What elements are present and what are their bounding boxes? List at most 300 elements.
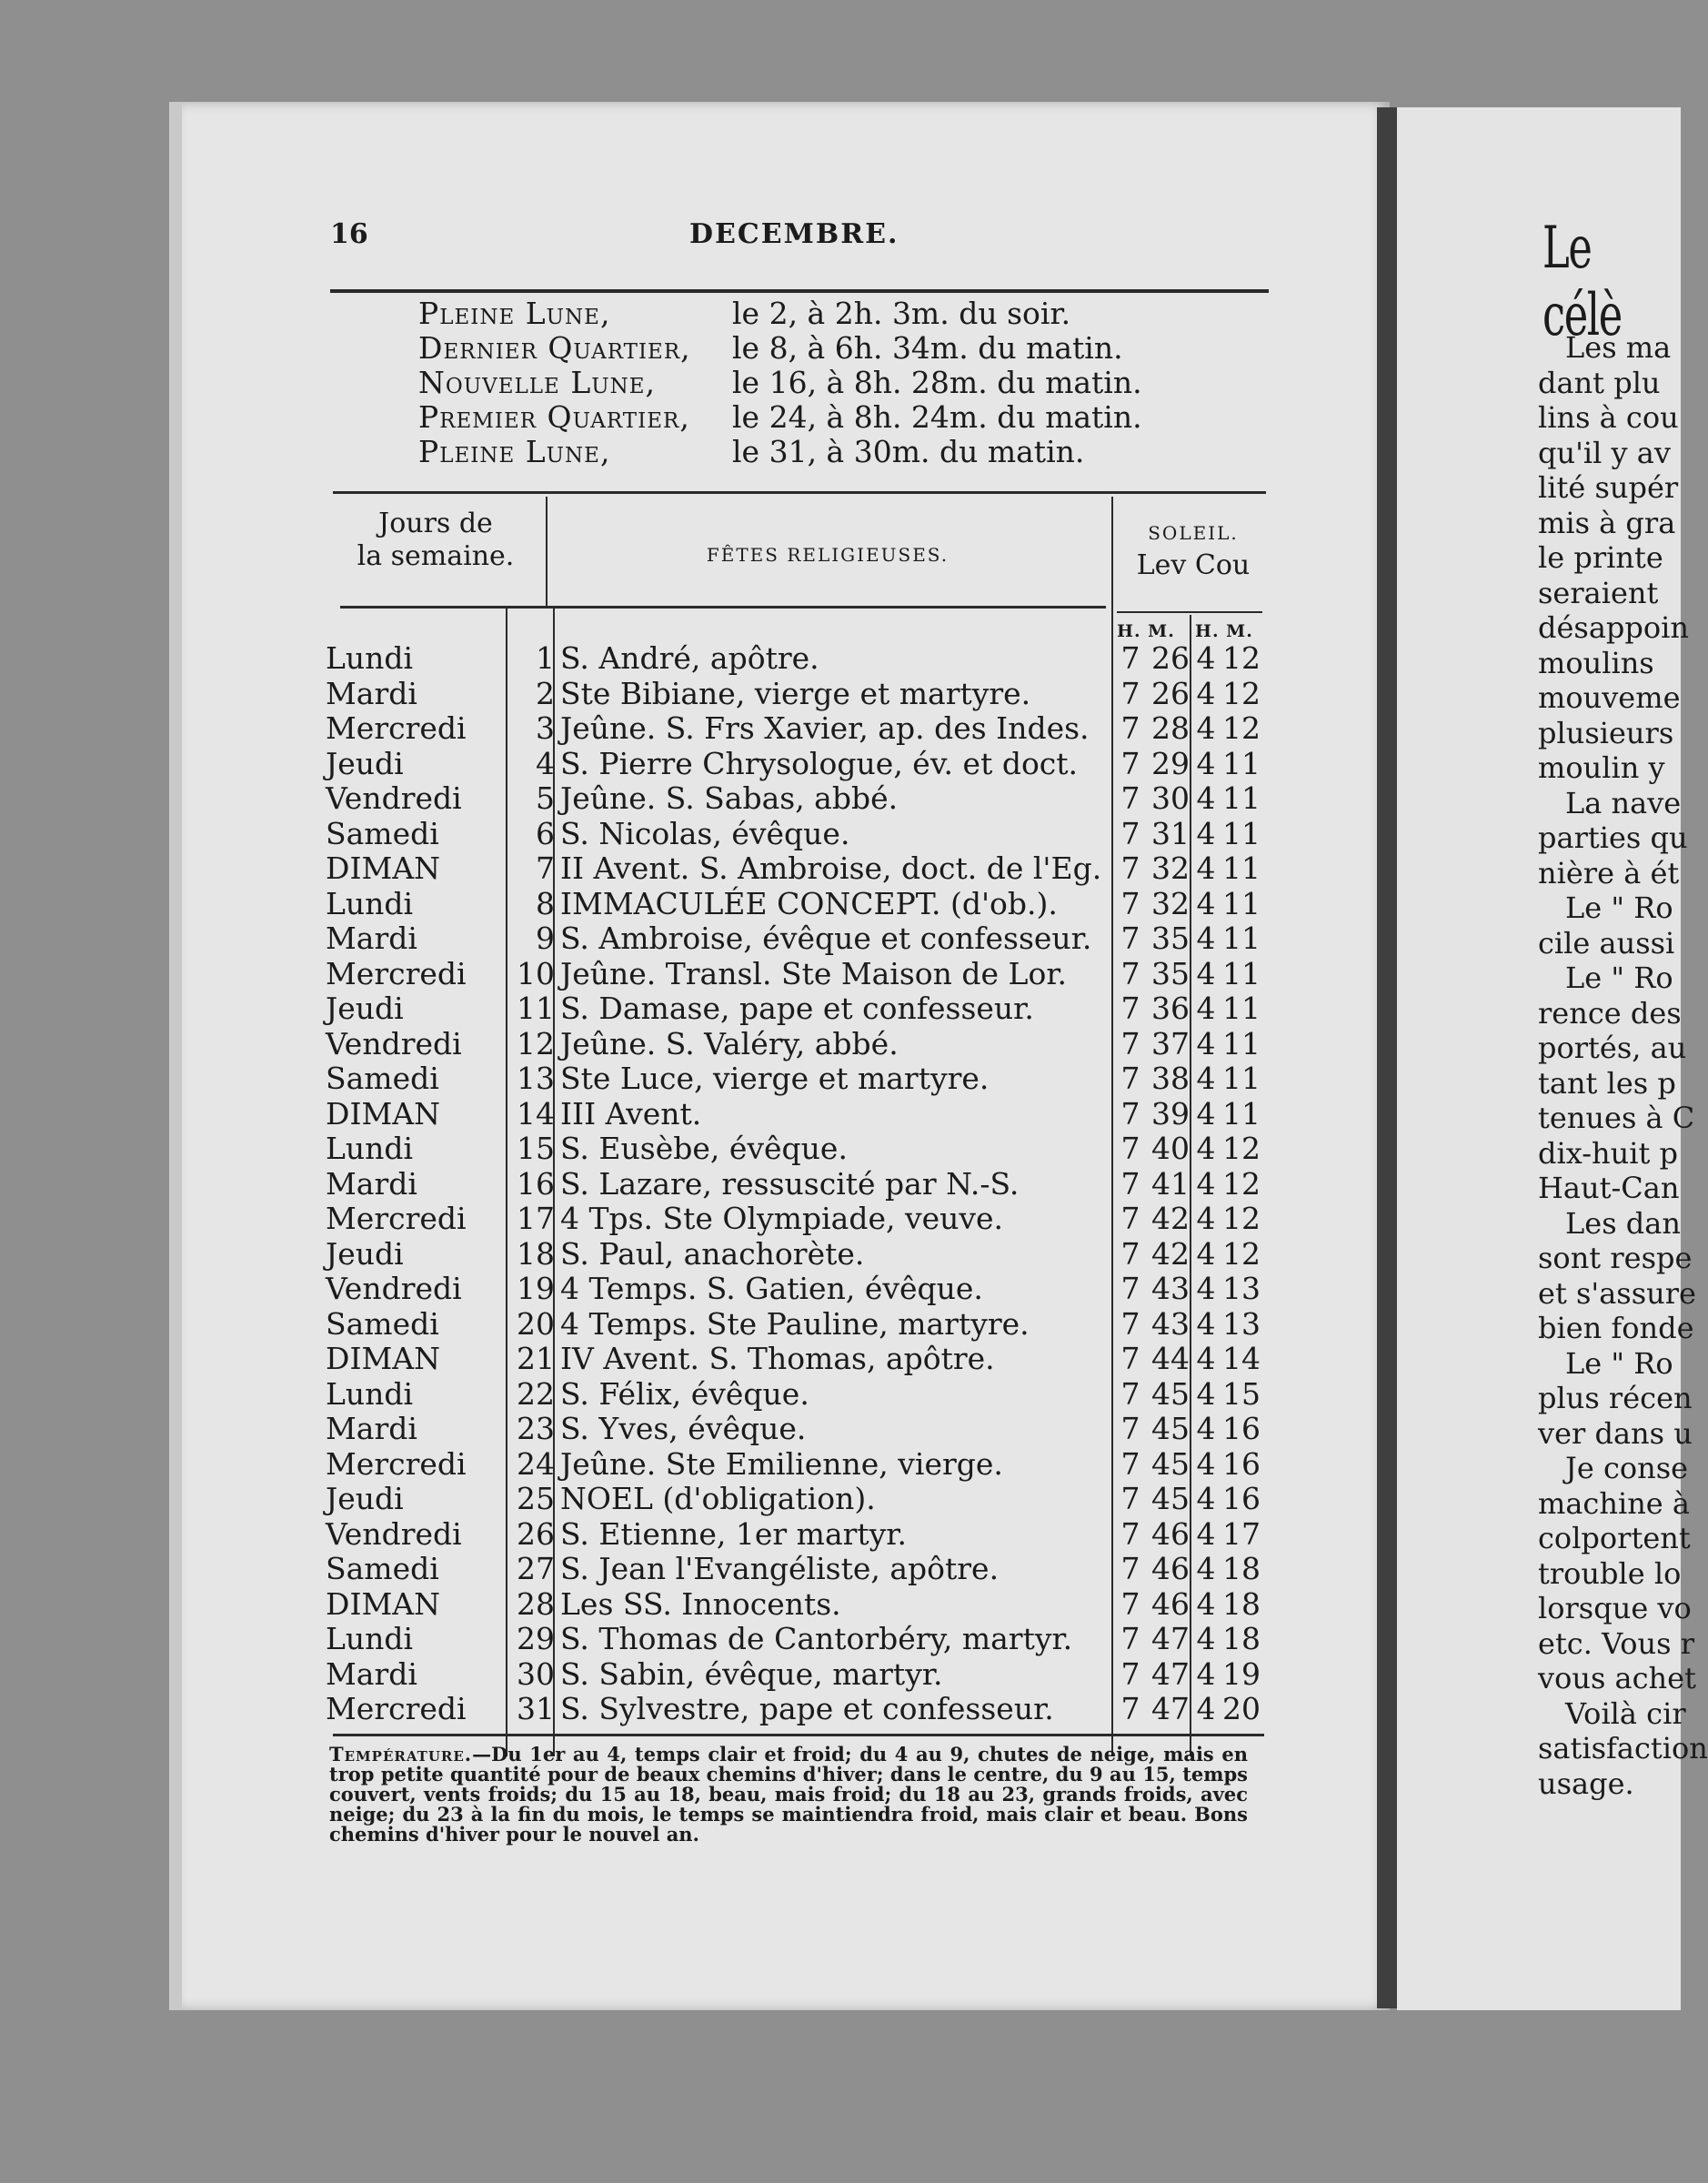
table-row [326, 781, 1262, 816]
facing-page-line: bien fonde [1538, 1311, 1694, 1345]
date-cell: 21 [517, 1341, 555, 1376]
page-number: 16 [330, 218, 368, 250]
date-cell: 28 [517, 1585, 555, 1622]
facing-page-line: Le " Ro [1565, 890, 1673, 925]
date-cell: 3 [536, 710, 555, 746]
fetes-column-header: FÊTES RELIGIEUSES. [706, 544, 949, 566]
sunrise-hour: 7 [1120, 1585, 1140, 1622]
weekday-cell: Mardi [326, 1411, 417, 1446]
facing-page-line: le printe [1538, 540, 1663, 575]
weekday-cell: Jeudi [326, 1481, 404, 1516]
table-row [326, 1377, 1262, 1412]
facing-page-line: plusieurs [1538, 715, 1674, 750]
table-row [326, 921, 1262, 956]
date-cell: 23 [517, 1411, 555, 1446]
table-row [326, 1447, 1262, 1482]
fete-cell: S. Jean l'Evangéliste, apôtre. [560, 1551, 1000, 1586]
table-row [326, 1097, 1262, 1132]
facing-page-line: tenues à C [1538, 1101, 1695, 1135]
weekday-cell: Lundi [326, 1131, 414, 1166]
date-cell: 31 [517, 1691, 555, 1726]
table-row [326, 1657, 1262, 1692]
date-cell: 16 [517, 1165, 555, 1202]
sunrise-hour: 7 [1120, 850, 1140, 886]
table-row [326, 641, 1262, 676]
sunset-minute: 16 [1222, 1481, 1261, 1516]
table-top-rule [333, 491, 1266, 494]
sunrise-hour: 7 [1120, 1131, 1140, 1166]
sunrise-hour: 7 [1120, 991, 1140, 1026]
sunrise-minute: 41 [1151, 1165, 1190, 1202]
sunset-minute: 11 [1222, 920, 1261, 956]
date-cell: 5 [536, 780, 555, 816]
table-row [326, 1692, 1262, 1726]
fete-cell: 4 Temps. S. Gatien, évêque. [560, 1271, 983, 1306]
sunrise-hour: 7 [1120, 1341, 1140, 1376]
weekday-cell: Mardi [326, 1655, 417, 1692]
table-row [326, 851, 1262, 886]
fete-cell: S. Paul, anachorète. [560, 1235, 865, 1272]
fete-cell: Ste Bibiane, vierge et martyre. [560, 675, 1031, 711]
sunset-hour: 4 [1196, 920, 1216, 956]
table-row [326, 1167, 1262, 1202]
sunrise-minute: 40 [1151, 1131, 1190, 1166]
sunset-minute: 14 [1222, 1341, 1261, 1376]
table-row [326, 711, 1262, 746]
facing-page-line: plus récen [1538, 1381, 1693, 1415]
weekday-cell: Mercredi [326, 955, 467, 991]
date-cell: 14 [517, 1095, 555, 1132]
table-row [326, 1587, 1262, 1622]
date-cell: 6 [536, 815, 555, 851]
table-row [326, 1132, 1262, 1166]
sunset-hour: 4 [1196, 1235, 1216, 1272]
date-cell: 13 [517, 1061, 555, 1096]
hm-header-coucher: H. M. [1195, 621, 1253, 641]
fete-cell: S. Ambroise, évêque et confesseur. [560, 920, 1092, 956]
sunset-minute: 12 [1222, 640, 1261, 676]
facing-page-line: Les ma [1565, 330, 1672, 365]
table-row [326, 887, 1262, 921]
table-row [326, 991, 1262, 1026]
sunrise-minute: 45 [1151, 1481, 1190, 1516]
sunrise-hour: 7 [1120, 815, 1140, 851]
sunrise-minute: 35 [1151, 955, 1190, 991]
sunrise-hour: 7 [1120, 1235, 1140, 1272]
facing-page-line: Voilà cir [1565, 1695, 1686, 1731]
fete-cell: S. Damase, pape et confesseur. [560, 991, 1034, 1026]
sunset-hour: 4 [1196, 640, 1216, 676]
sunrise-hour: 7 [1120, 675, 1140, 711]
moon-phase-line [418, 434, 1084, 469]
sunset-hour: 4 [1196, 1621, 1216, 1656]
facing-page-line: Haut-Can [1538, 1171, 1680, 1205]
date-cell: 8 [536, 885, 555, 921]
weekday-cell: Jeudi [326, 1235, 404, 1272]
weekday-cell: Vendredi [326, 1515, 462, 1552]
fete-cell: IMMACULÉE CONCEPT. (d'ob.). [560, 885, 1058, 921]
weekday-cell: Samedi [326, 1305, 439, 1342]
moon-phase-time: le 31, à 30m. du matin. [732, 434, 1085, 469]
facing-page-line: rence des [1538, 995, 1682, 1031]
sunrise-hour: 7 [1120, 1515, 1140, 1552]
weekday-cell: Jeudi [326, 991, 404, 1026]
sunset-hour: 4 [1196, 1025, 1216, 1061]
footnote-label: Température. [329, 1743, 473, 1766]
sunrise-minute: 31 [1151, 815, 1190, 851]
sunrise-minute: 47 [1151, 1655, 1190, 1692]
sunrise-minute: 26 [1151, 675, 1190, 711]
weekday-cell: Vendredi [326, 1271, 462, 1306]
sunset-hour: 4 [1196, 885, 1216, 921]
table-row [326, 1027, 1262, 1061]
fete-cell: III Avent. [560, 1095, 702, 1132]
facing-page-line: tant les p [1538, 1065, 1676, 1101]
date-cell: 26 [517, 1515, 555, 1552]
sunset-hour: 4 [1196, 780, 1216, 816]
sunset-minute: 11 [1222, 1095, 1261, 1132]
facing-page-line: dix-huit p [1538, 1135, 1678, 1171]
date-cell: 24 [517, 1445, 555, 1482]
sunset-hour: 4 [1196, 1271, 1216, 1306]
sunset-minute: 11 [1222, 780, 1261, 816]
sunrise-hour: 7 [1120, 1481, 1140, 1516]
facing-page-line: portés, au [1538, 1031, 1687, 1065]
weekday-cell: Mardi [326, 675, 417, 711]
moon-phase-name: Dernier Quartier, [418, 330, 691, 366]
facing-page-line: ver dans u [1538, 1415, 1693, 1451]
sunrise-minute: 26 [1151, 640, 1190, 676]
facing-page-line: colportent [1538, 1521, 1691, 1555]
facing-page-line: satisfaction [1538, 1731, 1708, 1766]
sunrise-minute: 37 [1151, 1025, 1190, 1061]
weekday-cell: Mercredi [326, 1201, 467, 1236]
date-cell: 10 [517, 955, 555, 991]
sunset-minute: 18 [1222, 1585, 1261, 1622]
sunset-hour: 4 [1196, 1445, 1216, 1482]
moon-phase-name: Premier Quartier, [418, 399, 690, 435]
sunset-minute: 11 [1222, 955, 1261, 991]
sunrise-minute: 47 [1151, 1621, 1190, 1656]
date-cell: 15 [517, 1131, 555, 1166]
sunset-minute: 11 [1222, 850, 1261, 886]
sunset-minute: 19 [1222, 1655, 1261, 1692]
facing-page-line: parties qu [1538, 820, 1688, 855]
table-row [326, 1202, 1262, 1236]
sunrise-minute: 36 [1151, 991, 1190, 1026]
sunset-hour: 4 [1196, 991, 1216, 1026]
sunrise-minute: 42 [1151, 1235, 1190, 1272]
facing-page-line: lins à cou [1538, 400, 1679, 435]
weekday-cell: Lundi [326, 640, 414, 676]
sunset-hour: 4 [1196, 1411, 1216, 1446]
footnote-text: —Du 1er au 4, temps clair et froid; du 4 au 9, chutes de neige, mais en trop petite quantité pour de beaux chemins d'hiver; dans le centre, du 9 au 15, temps couvert, vents froids; du 15 au 18, beau, mais froid; du 18 au 23, grands froids, avec neige; du 23 à la fin du mois, le temps se maintiendra froid, mais clair et beau. Bons chemins d'hiver pour le nouvel an. [329, 1743, 1248, 1846]
fete-cell: IV Avent. S. Thomas, apôtre. [560, 1341, 995, 1376]
facing-page-line: vous achet [1538, 1661, 1696, 1695]
days-header-line1: Jours de [378, 508, 493, 539]
sunset-minute: 11 [1222, 1025, 1261, 1061]
sunset-hour: 4 [1196, 1305, 1216, 1342]
weekday-cell: Lundi [326, 885, 414, 921]
weekday-cell: DIMAN [326, 1585, 440, 1622]
sunset-minute: 12 [1222, 1201, 1261, 1236]
fete-cell: S. Lazare, ressuscité par N.-S. [560, 1165, 1020, 1202]
facing-page-line: Les dan [1565, 1205, 1681, 1241]
moon-phase-name: Nouvelle Lune, [418, 365, 657, 400]
fete-cell: S. André, apôtre. [560, 640, 819, 676]
sunset-minute: 11 [1222, 991, 1261, 1026]
lev-cou-label: Lev Cou [1136, 549, 1251, 581]
temperature-footnote [329, 1745, 1248, 1845]
date-cell: 18 [517, 1235, 555, 1272]
fete-cell: S. Thomas de Cantorbéry, martyr. [560, 1621, 1073, 1656]
sunrise-hour: 7 [1120, 1025, 1140, 1061]
sunrise-hour: 7 [1120, 640, 1140, 676]
sunset-hour: 4 [1196, 1655, 1216, 1692]
sunset-hour: 4 [1196, 1165, 1216, 1202]
sunrise-minute: 43 [1151, 1305, 1190, 1342]
sunrise-minute: 35 [1151, 920, 1190, 956]
days-header-line2: la semaine. [357, 540, 515, 572]
fete-cell: Jeûne. S. Valéry, abbé. [560, 1025, 899, 1061]
weekday-cell: DIMAN [326, 1095, 440, 1132]
date-cell: 20 [517, 1305, 555, 1342]
weekday-cell: Vendredi [326, 1025, 462, 1061]
date-cell: 7 [536, 850, 555, 886]
fete-cell: NOEL (d'obligation). [560, 1481, 876, 1516]
facing-page [1397, 107, 1708, 2010]
sunrise-minute: 45 [1151, 1375, 1190, 1412]
column-header-rule [340, 606, 1106, 609]
table-row [326, 1517, 1262, 1552]
sunrise-hour: 7 [1120, 1095, 1140, 1132]
sunset-hour: 4 [1196, 1551, 1216, 1586]
sunset-hour: 4 [1196, 1691, 1216, 1726]
table-row [326, 747, 1262, 781]
date-cell: 17 [517, 1201, 555, 1236]
sunset-minute: 18 [1222, 1621, 1261, 1656]
page-header [330, 218, 1267, 260]
table-row [326, 1272, 1262, 1306]
moon-phase-line [418, 399, 1142, 435]
sunset-minute: 12 [1222, 710, 1261, 746]
weekday-cell: Lundi [326, 1621, 414, 1656]
weekday-cell: Jeudi [326, 745, 404, 781]
facing-page-line: mouveme [1538, 680, 1681, 715]
facing-page-line: et s'assure [1538, 1275, 1696, 1311]
moon-phase-time: le 2, à 2h. 3m. du soir. [732, 296, 1071, 331]
facing-page-line: etc. Vous r [1538, 1625, 1694, 1661]
sunset-hour: 4 [1196, 815, 1216, 851]
sunset-hour: 4 [1196, 1341, 1216, 1376]
facing-page-line: trouble lo [1538, 1555, 1682, 1591]
sunset-hour: 4 [1196, 850, 1216, 886]
date-cell: 1 [536, 640, 555, 676]
sunset-minute: 13 [1222, 1271, 1261, 1306]
weekday-cell: Samedi [326, 815, 439, 851]
weekday-cell: Samedi [326, 1551, 439, 1586]
moon-phase-time: le 16, à 8h. 28m. du matin. [732, 365, 1142, 400]
sunrise-minute: 43 [1151, 1271, 1190, 1306]
weekday-cell: Mercredi [326, 1691, 467, 1726]
facing-page-line: Le " Ro [1565, 1345, 1673, 1381]
sunrise-hour: 7 [1120, 780, 1140, 816]
facing-page-line: désappoin [1538, 610, 1689, 645]
facing-page-line: moulins [1538, 645, 1654, 680]
sunset-hour: 4 [1196, 1375, 1216, 1412]
sunset-minute: 17 [1222, 1515, 1261, 1552]
sunset-hour: 4 [1196, 955, 1216, 991]
sunrise-hour: 7 [1120, 920, 1140, 956]
facing-page-line: mis à gra [1538, 505, 1676, 540]
sunrise-minute: 46 [1151, 1585, 1190, 1622]
fete-cell: 4 Tps. Ste Olympiade, veuve. [560, 1201, 1004, 1236]
facing-page-line: lorsque vo [1538, 1591, 1692, 1625]
moon-phase-time: le 24, à 8h. 24m. du matin. [732, 399, 1142, 435]
facing-page-line: cile aussi [1538, 925, 1675, 961]
date-cell: 27 [517, 1551, 555, 1586]
table-row [326, 957, 1262, 991]
table-row [326, 817, 1262, 851]
sunrise-hour: 7 [1120, 1375, 1140, 1412]
table-bottom-rule [333, 1734, 1264, 1736]
sunrise-minute: 47 [1151, 1691, 1190, 1726]
month-title: DECEMBRE. [689, 218, 899, 250]
moon-phase-line [418, 296, 1070, 331]
sunrise-hour: 7 [1120, 1165, 1140, 1202]
soleil-label: SOLEIL. [1148, 522, 1239, 544]
facing-page-line: sont respe [1538, 1241, 1693, 1275]
fete-cell: S. Yves, évêque. [560, 1411, 807, 1446]
fete-cell: S. Pierre Chrysologue, év. et doct. [560, 745, 1079, 781]
facing-page-line: La nave [1565, 785, 1682, 820]
table-row [326, 1552, 1262, 1586]
fete-cell: S. Sabin, évêque, martyr. [560, 1655, 943, 1692]
facing-page-line: Je conse [1565, 1451, 1689, 1485]
fete-cell: Jeûne. S. Frs Xavier, ap. des Indes. [560, 710, 1090, 746]
date-cell: 12 [517, 1025, 555, 1061]
hm-header-lever: H. M. [1117, 621, 1175, 641]
fete-cell: Jeûne. S. Sabas, abbé. [560, 780, 899, 816]
sunrise-minute: 28 [1151, 710, 1190, 746]
facing-page-line: nière à ét [1538, 855, 1680, 890]
fete-cell: S. Nicolas, évêque. [560, 815, 850, 851]
facing-page-line: Le " Ro [1565, 961, 1673, 995]
sunset-minute: 12 [1222, 1131, 1261, 1166]
sunset-minute: 11 [1222, 1061, 1261, 1096]
moon-phase-name: Pleine Lune, [418, 296, 611, 331]
soleil-column-header [1120, 517, 1266, 582]
table-row [326, 1482, 1262, 1516]
fete-cell: S. Eusèbe, évêque. [560, 1131, 848, 1166]
book-gutter [1377, 107, 1397, 2008]
date-cell: 4 [536, 745, 555, 781]
sunrise-hour: 7 [1120, 1411, 1140, 1446]
sunrise-hour: 7 [1120, 710, 1140, 746]
date-cell: 2 [536, 675, 555, 711]
sunrise-minute: 45 [1151, 1445, 1190, 1482]
sunset-minute: 11 [1222, 815, 1261, 851]
header-divider-left [546, 497, 548, 606]
date-cell: 19 [517, 1271, 555, 1306]
days-column-header [337, 508, 535, 573]
fete-cell: S. Sylvestre, pape et confesseur. [560, 1691, 1054, 1726]
sunrise-minute: 42 [1151, 1201, 1190, 1236]
facing-page-line: dant plu [1538, 365, 1661, 400]
fete-cell: Jeûne. Ste Emilienne, vierge. [560, 1445, 1003, 1482]
sunset-minute: 12 [1222, 1235, 1261, 1272]
date-cell: 11 [517, 991, 555, 1026]
sunset-hour: 4 [1196, 675, 1216, 711]
moon-phase-time: le 8, à 6h. 34m. du matin. [732, 330, 1123, 366]
fete-cell: 4 Temps. Ste Pauline, martyre. [560, 1305, 1030, 1342]
header-rule [330, 289, 1269, 293]
sunrise-minute: 46 [1151, 1551, 1190, 1586]
sunset-minute: 13 [1222, 1305, 1261, 1342]
facing-page-line: lité supér [1538, 470, 1679, 505]
table-row [326, 1622, 1262, 1656]
sunrise-hour: 7 [1120, 745, 1140, 781]
weekday-cell: Samedi [326, 1061, 439, 1096]
date-cell: 9 [536, 920, 555, 956]
sunrise-hour: 7 [1120, 1061, 1140, 1096]
sunset-minute: 18 [1222, 1551, 1261, 1586]
sunrise-hour: 7 [1120, 1621, 1140, 1656]
date-cell: 22 [517, 1375, 555, 1412]
sunset-hour: 4 [1196, 1061, 1216, 1096]
table-row [326, 1237, 1262, 1272]
moon-phase-name: Pleine Lune, [418, 434, 611, 469]
sunset-minute: 15 [1222, 1375, 1261, 1412]
facing-page-line: qu'il y av [1538, 435, 1671, 470]
facing-page-title: Le célè [1542, 215, 1622, 349]
facing-page-line: moulin y [1538, 750, 1665, 785]
sunset-hour: 4 [1196, 745, 1216, 781]
sunrise-minute: 39 [1151, 1095, 1190, 1132]
fete-cell: S. Félix, évêque. [560, 1375, 809, 1412]
sunrise-hour: 7 [1120, 885, 1140, 921]
sunset-hour: 4 [1196, 1095, 1216, 1132]
sunrise-minute: 45 [1151, 1411, 1190, 1446]
sunrise-hour: 7 [1120, 1305, 1140, 1342]
soleil-header-rule [1117, 611, 1262, 613]
facing-page-line: usage. [1538, 1766, 1634, 1801]
fete-cell: II Avent. S. Ambroise, doct. de l'Eg. [560, 850, 1102, 886]
fete-cell: Jeûne. Transl. Ste Maison de Lor. [560, 955, 1067, 991]
sunrise-hour: 7 [1120, 955, 1140, 991]
facing-page-line: seraient [1538, 575, 1659, 610]
sunset-minute: 16 [1222, 1445, 1261, 1482]
sunrise-minute: 32 [1151, 850, 1190, 886]
sunrise-hour: 7 [1120, 1691, 1140, 1726]
sunset-hour: 4 [1196, 710, 1216, 746]
fete-cell: Les SS. Innocents. [560, 1585, 841, 1622]
table-row [326, 1061, 1262, 1096]
sunrise-hour: 7 [1120, 1655, 1140, 1692]
fete-cell: S. Etienne, 1er martyr. [560, 1515, 907, 1552]
sunset-hour: 4 [1196, 1585, 1216, 1622]
sunset-minute: 11 [1222, 745, 1261, 781]
weekday-cell: Mercredi [326, 710, 467, 746]
weekday-cell: Mercredi [326, 1445, 467, 1482]
sunset-minute: 16 [1222, 1411, 1261, 1446]
facing-page-line: machine à [1538, 1485, 1690, 1521]
table-row [326, 1412, 1262, 1446]
moon-phase-line [418, 365, 1142, 400]
weekday-cell: Mardi [326, 1165, 417, 1202]
weekday-cell: Mardi [326, 920, 417, 956]
sunrise-hour: 7 [1120, 1271, 1140, 1306]
